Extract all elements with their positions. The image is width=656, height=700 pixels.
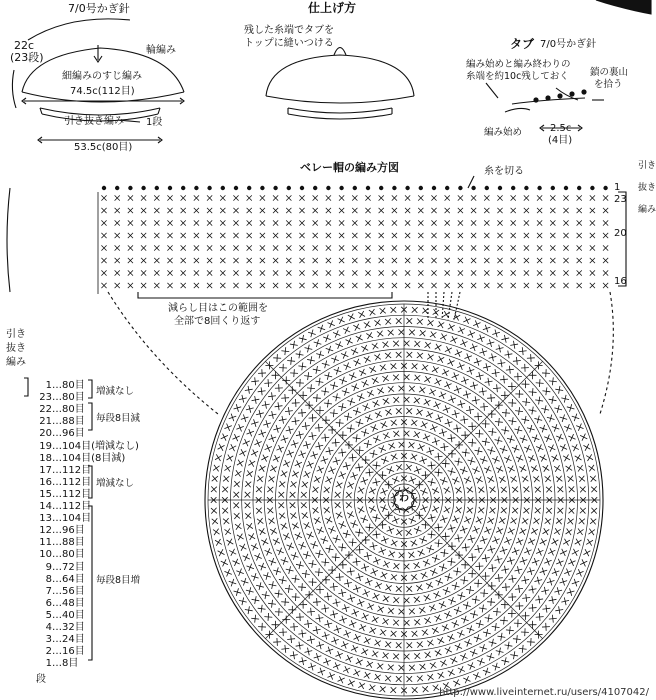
chart-row-16: 16 [614,276,627,287]
legend-row-count: …96目 [52,428,85,440]
legend-row-number: 19 [39,440,52,452]
legend-row-number: 13 [39,513,52,525]
legend-row-number: 5 [45,609,52,621]
legend-row-number: 7 [45,585,52,597]
finish-beret-top [266,55,414,96]
chart-row-20: 20 [614,228,627,239]
legend-row-count: …80目 [52,392,85,404]
legend-row-count: …32目 [52,622,85,633]
chart-row-1: 1 [614,182,621,193]
side-height-rows: (23段) [10,51,44,64]
finish-title: 仕上げ方 [308,1,357,15]
legend-row-count: …72目 [52,561,85,573]
tab-size: 2.5c [550,123,572,134]
legend-row-count: …16目 [52,646,85,658]
finish-note-1: 残した糸端でタブを [244,25,334,36]
legend-group-dec: 毎段8目減 [96,413,141,424]
rect-chart-marks [98,186,608,294]
tab-note-2: 糸端を約10c残しておく [466,71,569,82]
legend-row-count: …112目 [52,464,92,476]
legend-row-count: …80目 [52,404,85,416]
tab-size-st: (4目) [548,135,573,146]
legend-row-number: 9 [45,561,52,573]
legend-row-number: 11 [39,537,52,549]
chart-repeat-1: 減らし目はこの範囲を [168,303,268,314]
legend-row-number: 8 [45,573,52,585]
side-first-row: 1段 [146,117,163,128]
chart-repeat-2: 全部で8回くり返す [174,316,261,327]
legend-row-number: 18 [39,452,52,464]
height-arrow [28,19,130,40]
legend-row-number: 20 [39,428,52,440]
legend-row-count: …104目 [52,513,92,525]
tab-hook: 7/0号かぎ針 [540,39,597,50]
tab-note-1: 編み始めと編み終わりの [466,59,571,70]
chart-side-3: 編み [638,205,656,215]
legend-row-count: …48目 [52,597,85,609]
legend-row-count: …56目 [52,585,85,597]
source-url: http://www.liveinternet.ru/users/4107042/ [439,687,649,698]
legend-row-number: 22 [39,404,52,416]
legend-row-count: …64目 [52,573,85,585]
legend-row-count: …88目 [52,537,85,549]
chart-side-2: 抜き [638,183,656,193]
chart-side-1: 引き [638,161,656,171]
legend-row-number: 4 [45,622,52,633]
legend-row-number: 21 [39,416,52,428]
legend-row-count: …112目 [52,488,92,500]
tab-on-top [334,48,346,56]
side-slip-label: 引き抜き編み [64,116,124,127]
legend-dan: 段 [36,674,46,685]
legend-row-number: 12 [39,525,52,537]
tab-chain-2: を拾う [594,79,623,90]
legend-slip-3: 編み [6,357,26,368]
legend-row-count: …8目 [52,658,79,670]
tab-chain-1: 鎖の裏山 [590,67,629,78]
legend-row-number: 17 [39,464,52,476]
legend-row-number: 23 [39,392,52,404]
legend-row-number: 15 [39,488,52,500]
corner-mark [596,0,651,14]
tab-title: タブ [510,37,535,51]
legend-slip-2: 抜き [6,343,26,354]
finish-note-2: トップに縫いつける [244,38,334,49]
legend-group-none-1: 増減なし [96,386,135,397]
chart-row-23: 23 [614,194,627,205]
side-height-label: 22c [14,39,35,52]
legend-row-number: 6 [45,597,52,609]
legend-row [30,654,78,669]
legend-row-number: 10 [39,549,52,561]
legend-row-count: …88目 [52,416,85,428]
legend-row-count: …80目 [52,549,85,561]
side-base-label: 53.5c(80目) [74,142,133,153]
legend-slip-1: 引き [6,329,26,340]
side-ring-label: 輪編み [146,45,176,56]
legend-row-number: 3 [45,634,52,646]
legend-row-count: …40目 [52,609,85,621]
legend-row-number: 2 [45,646,52,658]
chart-title: ベレー帽の編み方図 [300,161,399,174]
legend-row-count: …96目 [52,525,85,537]
legend-row-number: 1 [45,658,52,670]
legend-row-count: …80目 [52,380,85,391]
legend-row-count: …104目(8目減) [52,452,126,464]
side-hook-label: 7/0号かぎ針 [68,2,130,15]
legend-row-number: 16 [39,476,52,488]
legend-row-count: …104目(増減なし) [52,440,139,452]
legend-group-inc: 毎段8目増 [96,575,141,586]
legend-row-count: …112目 [52,501,92,512]
legend-row-count: …24目 [52,634,85,646]
side-width-label: 74.5c(112目) [70,86,135,97]
chart-cut: 糸を切る [484,166,524,177]
legend-row-number: 14 [39,501,52,512]
tab-start: 編み始め [484,127,523,138]
chart-center-label: わ [399,493,409,504]
legend-group-none-2: 増減なし [96,478,135,489]
legend-row-count: …112目 [52,476,92,488]
beret-band-top [40,108,160,115]
legend-row-number: 1 [45,380,52,391]
side-stitch-label: 細編みのすじ編み [62,71,142,82]
